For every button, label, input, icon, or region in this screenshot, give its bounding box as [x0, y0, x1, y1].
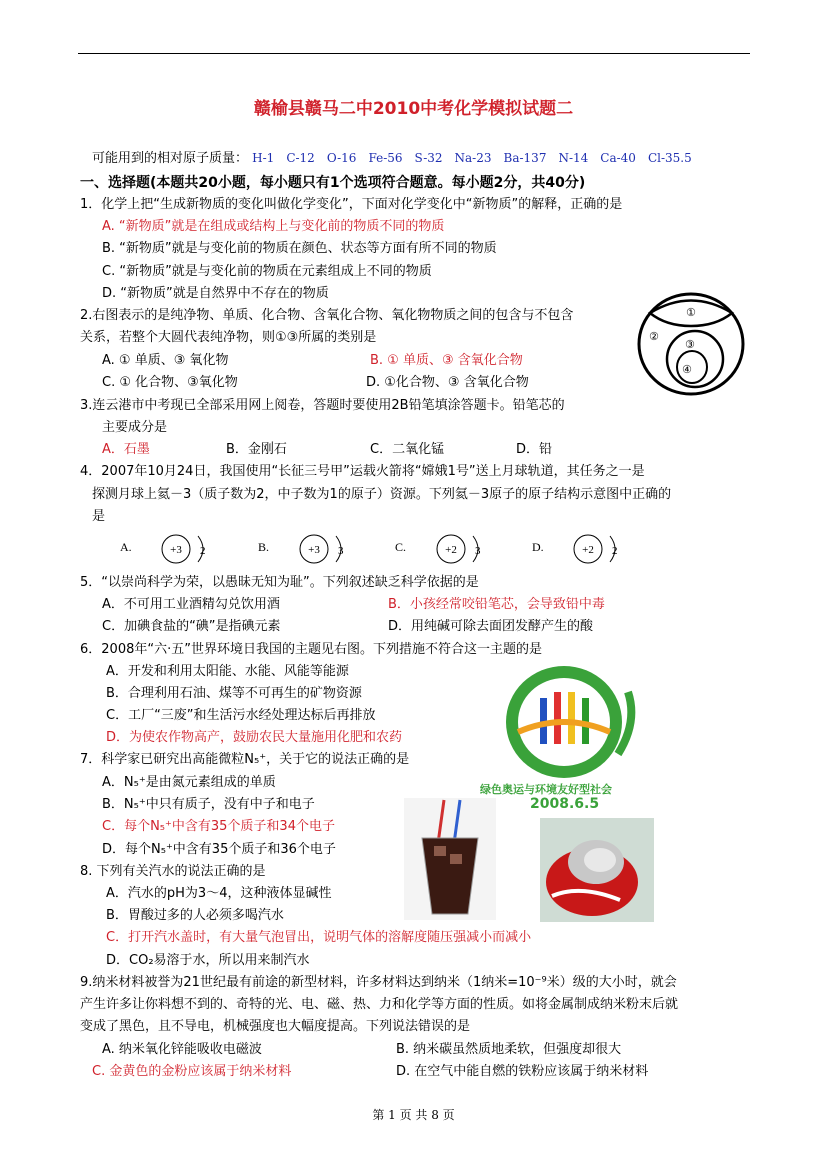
q8-stem: 8. 下列有关汽水的说法正确的是	[80, 864, 266, 879]
atomic-mass-item: S-32	[414, 151, 443, 165]
electron-count: 3	[338, 545, 344, 557]
q9-stem-2: 产生许多让你料想不到的、奇特的光、电、磁、热、力和化学等方面的性质。如将金属制成纳米粉末后就	[80, 997, 679, 1012]
atom-diagram-d	[532, 532, 618, 566]
q6-option-a: A．开发和利用太阳能、水能、风能等能源	[106, 664, 349, 679]
q9-option-a: A. 纳米氧化锌能吸收电磁波	[102, 1042, 262, 1057]
q9-stem-1: 9.纳米材料被誉为21世纪最有前途的新型材料，许多材料达到纳米（1纳米=10⁻⁹米）级的大小时，就会	[80, 975, 677, 990]
nucleus-charge: +3	[170, 544, 182, 556]
q8-option-b: B．胃酸过多的人必须多喝汽水	[106, 908, 284, 923]
atomic-mass-item: O-16	[326, 151, 357, 165]
q3-option-d: D．铅	[516, 442, 553, 457]
atom-structure	[572, 532, 624, 566]
q7-option-b: B．N₅⁺中只有质子，没有中子和电子	[102, 797, 315, 812]
atom-diagram-a	[120, 532, 206, 566]
q9-option-c: C. 金黄色的金粉应该属于纳米材料	[92, 1064, 292, 1079]
q1-option-b: B. “新物质”就是与变化前的物质在颜色、状态等方面有所不同的物质	[102, 241, 497, 256]
q3-stem-1: 3.连云港市中考现已全部采用网上阅卷，答题时要使用2B铅笔填涂答题卡。铅笔芯的	[80, 398, 565, 413]
q2-stem-1: 2.右图表示的是纯净物、单质、化合物、含氧化合物、氧化物物质之间的包含与不包含	[80, 308, 574, 323]
q7-option-a: A．N₅⁺是由氮元素组成的单质	[102, 775, 276, 790]
q3-option-b: B．金刚石	[226, 442, 287, 457]
nucleus-charge: +2	[582, 544, 594, 556]
electron-count: 3	[475, 545, 481, 557]
atom-option-label: B.	[258, 540, 270, 554]
q4-stem-1: 4．2007年10月24日，我国使用“长征三号甲”运载火箭将“嫦娥1号”送上月球轨道，其任务之一是	[80, 464, 645, 479]
q5-option-d: D．用纯碱可除去面团发酵产生的酸	[388, 619, 594, 634]
atomic-mass-line	[92, 148, 704, 169]
q1-option-a: A. “新物质”就是在组成或结构上与变化前的物质不同的物质	[102, 219, 445, 234]
classification-diagram	[636, 292, 746, 396]
q8-option-c: C．打开汽水盖时，有大量气泡冒出，说明气体的溶解度随压强减小而减小	[106, 930, 532, 945]
atomic-mass-item: Ca-40	[600, 151, 636, 165]
q2-option-a: A. ① 单质、③ 氧化物	[102, 353, 229, 368]
q8-option-a: A．汽水的pH为3～4，这种液体显碱性	[106, 886, 332, 901]
soda-glass-image	[404, 798, 496, 920]
q2-stem-2: 关系，若整个大圆代表纯净物，则①③所属的类别是	[80, 330, 377, 345]
page-title: 赣榆县赣马二中2010中考化学模拟试题二	[253, 99, 574, 119]
electron-count: 2	[200, 545, 206, 557]
atom-option-label: D.	[532, 540, 544, 554]
atom-structure	[298, 532, 350, 566]
atom-diagram-b	[258, 532, 344, 566]
globe-logo-graphic	[478, 662, 668, 782]
q1-option-d: D. “新物质”就是自然界中不存在的物质	[102, 286, 329, 301]
atomic-mass-label: 可能用到的相对原子质量：	[92, 151, 249, 166]
environment-day-logo	[478, 662, 668, 812]
logo-caption: 绿色奥运与环境友好型社会	[480, 783, 612, 796]
q3-option-a: A．石墨	[102, 442, 150, 457]
q1-stem: 1．化学上把“生成新物质的变化叫做化学变化”，下面对化学变化中“新物质”的解释，正确的是	[80, 197, 623, 212]
section-heading: 一、选择题(本题共20小题，每小题只有1个选项符合题意。每小题2分，共40分)	[80, 175, 586, 191]
q5-option-a: A．不可用工业酒精勾兑饮用酒	[102, 597, 280, 612]
q6-option-c: C．工厂“三废”和生活污水经处理达标后再排放	[106, 708, 376, 723]
q3-stem-2: 主要成分是	[102, 420, 168, 435]
atomic-mass-item: Fe-56	[368, 151, 403, 165]
q9-stem-3: 变成了黑色，且不导电，机械强度也大幅度提高。下列说法错误的是	[80, 1019, 471, 1034]
q5-option-c: C．加碘食盐的“碘”是指碘元素	[102, 619, 281, 634]
top-rule	[78, 53, 750, 54]
q6-stem: 6．2008年“六·五”世界环境日我国的主题见右图。下列措施不符合这一主题的是	[80, 642, 542, 657]
nucleus-charge: +2	[445, 544, 457, 556]
atomic-mass-item: Na-23	[454, 151, 492, 165]
atomic-mass-item: Cl-35.5	[647, 151, 692, 165]
atomic-mass-item: Ba-137	[503, 151, 547, 165]
diagram-label-1: ①	[686, 306, 696, 319]
q5-option-b: B．小孩经常咬铅笔芯，会导致铅中毒	[388, 597, 605, 612]
q7-stem: 7．科学家已研究出高能微粒N₅⁺，关于它的说法正确的是	[80, 752, 410, 767]
q7-option-c: C．每个N₅⁺中含有35个质子和34个电子	[102, 819, 335, 834]
diagram-label-2: ②	[649, 330, 659, 343]
q2-option-c: C. ① 化合物、③氧化物	[102, 375, 238, 390]
atomic-mass-item: N-14	[558, 151, 589, 165]
q2-option-d: D. ①化合物、③ 含氧化合物	[366, 375, 529, 390]
page-footer: 第 1 页 共 8 页	[372, 1108, 455, 1122]
q7-option-d: D．每个N₅⁺中含有35个质子和36个电子	[102, 842, 336, 857]
q3-option-c: C．二氧化锰	[370, 442, 445, 457]
q6-option-b: B．合理利用石油、煤等不可再生的矿物资源	[106, 686, 362, 701]
atomic-mass-item: H-1	[252, 151, 275, 165]
q5-stem: 5．“以崇尚科学为荣，以愚昧无知为耻”。下列叙述缺乏科学依据的是	[80, 575, 479, 590]
atom-structure	[160, 532, 212, 566]
diagram-label-3: ③	[685, 338, 695, 351]
atom-structure	[435, 532, 487, 566]
diagram-label-4: ④	[682, 363, 692, 376]
atom-diagram-c	[395, 532, 481, 566]
logo-date: 2008.6.5	[530, 796, 600, 812]
electron-count: 2	[612, 545, 618, 557]
q8-option-d: D．CO₂易溶于水，所以用来制汽水	[106, 953, 310, 968]
atom-option-label: C.	[395, 540, 407, 554]
atom-option-label: A.	[120, 540, 132, 554]
q6-option-d: D．为使农作物高产，鼓励农民大量施用化肥和农药	[106, 730, 403, 745]
atomic-mass-item: C-12	[286, 151, 315, 165]
soda-can-image	[540, 818, 654, 922]
q1-option-c: C. “新物质”就是与变化前的物质在元素组成上不同的物质	[102, 264, 432, 279]
atomic-mass-list	[252, 151, 704, 165]
q2-option-b: B. ① 单质、③ 含氧化合物	[370, 353, 523, 368]
nucleus-charge: +3	[308, 544, 320, 556]
q4-stem-3: 是	[92, 509, 106, 524]
q4-stem-2: 探测月球上氦－3（质子数为2，中子数为1的原子）资源。下列氦－3原子的原子结构示意图中正确的	[92, 487, 672, 502]
q9-option-d: D. 在空气中能自燃的铁粉应该属于纳米材料	[396, 1064, 649, 1079]
q9-option-b: B. 纳米碳虽然质地柔软，但强度却很大	[396, 1042, 622, 1057]
